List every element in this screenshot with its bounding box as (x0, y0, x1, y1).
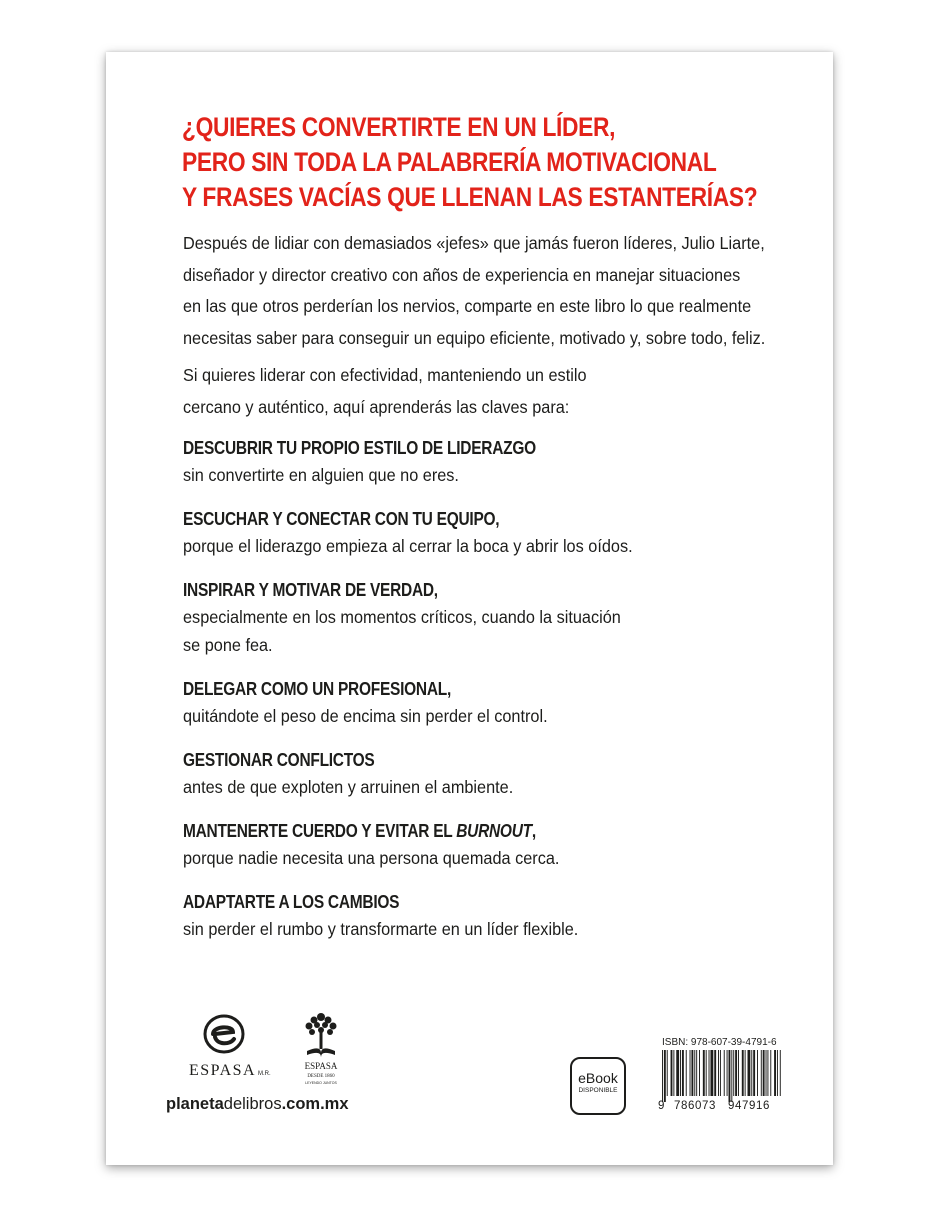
barcode-bar (770, 1050, 771, 1096)
barcode-bar (777, 1050, 778, 1096)
barcode-bar (714, 1050, 716, 1096)
barcode-bar (763, 1050, 765, 1096)
barcode-bar (690, 1050, 691, 1096)
barcode-bar (757, 1050, 758, 1096)
ebook-sublabel: DISPONIBLE (578, 1087, 618, 1094)
barcode-bar (727, 1050, 728, 1096)
paragraph-line: necesitas saber para conseguir un equipo eficiente, motivado y, sobre todo, feliz. (183, 327, 766, 348)
key-point-title (183, 747, 733, 773)
key-point-title-text: ESCUCHAR Y CONECTAR CON TU EQUIPO, (183, 509, 500, 529)
key-point (183, 577, 823, 659)
website-link[interactable] (166, 1095, 349, 1114)
key-point-title (183, 577, 733, 603)
barcode-bar (673, 1050, 674, 1096)
headline-line: Y FRASES VACÍAS QUE LLENAN LAS ESTANTERÍAS? (182, 182, 758, 212)
key-point-desc: sin convertirte en alguien que no eres. (183, 465, 459, 485)
barcode-bar (696, 1050, 697, 1096)
paragraph-line: en las que otros perderían los nervios, comparte en este libro lo que realmente (183, 296, 752, 316)
barcode-bar (766, 1050, 767, 1096)
key-point (183, 435, 823, 489)
intro-paragraph (183, 228, 766, 354)
barcode-bar (667, 1050, 668, 1096)
barcode-bar (671, 1050, 673, 1096)
key-point-title (183, 506, 733, 532)
paragraph-line: cercano y auténtico, aquí aprenderás las claves para: (183, 396, 570, 417)
barcode-bar (774, 1050, 776, 1096)
barcode-digit-first: 9 (658, 1100, 665, 1112)
lead-in-paragraph (183, 360, 741, 423)
key-point-desc: especialmente en los momentos críticos, cuando la situación (183, 607, 621, 627)
key-point-title-text: DESCUBRIR TU PROPIO ESTILO DE LIDERAZGO (183, 438, 536, 458)
key-point (183, 889, 823, 943)
key-point (183, 747, 823, 801)
website-part: .com.mx (281, 1095, 349, 1113)
espasa-mr-text: M.R. (258, 1071, 271, 1077)
barcode-bar (735, 1050, 737, 1096)
ebook-badge (570, 1057, 626, 1115)
website-part: planeta (166, 1095, 224, 1113)
espasa-1860-text: ESPASA (304, 1061, 338, 1071)
key-point-title (183, 676, 733, 702)
ebook-label: eBook (578, 1070, 618, 1086)
key-point-title (183, 435, 733, 461)
barcode-bar (731, 1050, 732, 1102)
espasa-1860-sub2: LEYENDO JUNTOS (305, 1081, 337, 1085)
barcode-bar (751, 1050, 752, 1096)
key-point-title-text: MANTENERTE CUERDO Y EVITAR EL (183, 821, 457, 841)
headline-line: PERO SIN TODA LA PALABRERÍA MOTIVACIONAL (182, 147, 717, 177)
barcode-bar (780, 1050, 781, 1096)
key-point-desc: se pone fea. (183, 635, 273, 655)
key-point-desc: antes de que exploten y arruinen el ambiente. (183, 777, 514, 797)
paragraph-line: Después de lidiar con demasiados «jefes» que jamás fueron líderes, Julio Liarte, (183, 233, 765, 253)
barcode-bar (664, 1050, 666, 1102)
barcode-bar (745, 1050, 746, 1096)
barcode-bar (724, 1050, 725, 1096)
key-point-title-end: , (531, 821, 536, 841)
barcode-bar (733, 1050, 734, 1096)
barcode-bar (682, 1050, 684, 1096)
barcode-bar (680, 1050, 681, 1096)
barcode-bar (761, 1050, 762, 1096)
barcode-bar (729, 1050, 731, 1102)
key-point (183, 818, 823, 872)
website-part: delibros (223, 1095, 282, 1113)
espasa-1860-sub: DESDE 1860 (307, 1074, 335, 1079)
key-points-list (183, 435, 823, 943)
paragraph-line: diseñador y director creativo con años de experiencia en manejar situaciones (183, 264, 741, 285)
barcode-bar (694, 1050, 695, 1096)
key-point-title-text: DELEGAR COMO UN PROFESIONAL, (183, 679, 451, 699)
barcode-bar (753, 1050, 755, 1096)
key-point-title-italic: BURNOUT (456, 821, 532, 841)
key-point-title-text: GESTIONAR CONFLICTOS (183, 750, 375, 770)
barcode-bar (691, 1050, 693, 1096)
barcode-bar (767, 1050, 768, 1096)
barcode-bar (742, 1050, 744, 1096)
key-point-desc: sin perder el rumbo y transformarte en un líder flexible. (183, 919, 579, 939)
espasa-logo-text: ESPASA (189, 1062, 257, 1079)
key-point-title (183, 889, 733, 915)
key-point-title-text: ADAPTARTE A LOS CAMBIOS (183, 892, 400, 912)
key-point (183, 676, 823, 730)
barcode-bar (748, 1050, 751, 1096)
barcode-digit-group: 947916 (728, 1100, 770, 1112)
barcode-bar (706, 1050, 707, 1096)
barcode-bar (709, 1050, 710, 1096)
book-back-cover (106, 52, 833, 1165)
headline (182, 110, 758, 215)
barcode-bar (662, 1050, 663, 1102)
barcode-bar (710, 1050, 713, 1096)
barcode-bar (699, 1050, 700, 1096)
barcode-bar (676, 1050, 679, 1096)
key-point-title (183, 818, 733, 844)
headline-line: ¿QUIERES CONVERTIRTE EN UN LÍDER, (182, 112, 616, 142)
espasa-logo (186, 1012, 276, 1082)
barcode-digit-group: 786073 (674, 1100, 716, 1112)
barcode-bar (720, 1050, 721, 1096)
barcode-bar (686, 1050, 687, 1096)
key-point (183, 506, 823, 560)
espasa-1860-logo (296, 1007, 346, 1087)
key-point-desc: porque nadie necesita una persona quemada cerca. (183, 848, 560, 868)
barcode-bar (703, 1050, 705, 1096)
barcode-bar (718, 1050, 719, 1096)
barcode-bar (738, 1050, 739, 1096)
paragraph-line: Si quieres liderar con efectividad, manteniendo un estilo (183, 365, 587, 385)
key-point-desc: porque el liderazgo empieza al cerrar la boca y abrir los oídos. (183, 536, 633, 556)
isbn-text: ISBN: 978-607-39-4791-6 (662, 1037, 777, 1048)
key-point-title-text: INSPIRAR Y MOTIVAR DE VERDAD, (183, 580, 438, 600)
key-point-desc: quitándote el peso de encima sin perder el control. (183, 706, 548, 726)
